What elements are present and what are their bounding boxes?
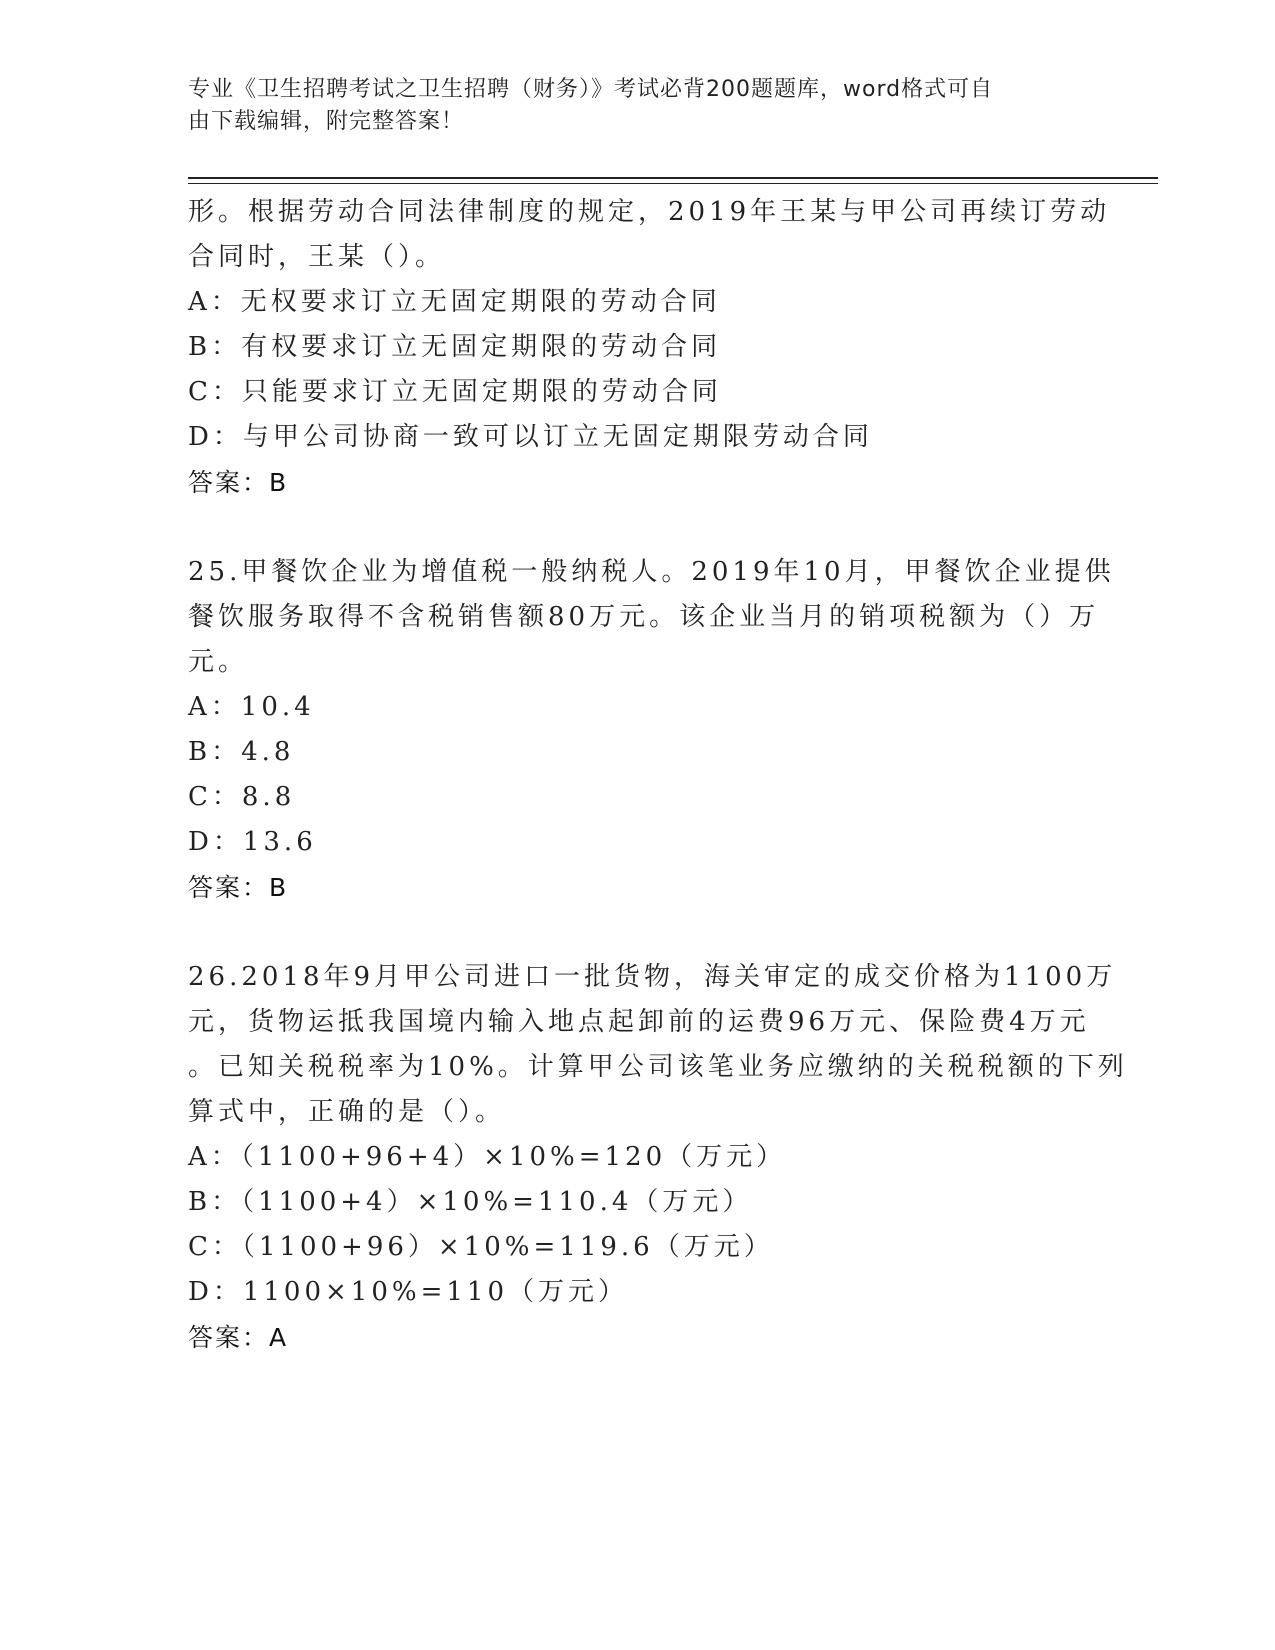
question-stem-line: 元，货物运抵我国境内输入地点起卸前的运费96万元、保险费4万元 — [188, 1007, 1090, 1037]
option-d: D：13.6 — [188, 827, 317, 857]
option-a: A：10.4 — [188, 692, 315, 722]
question-24 — [188, 190, 1111, 505]
question-stem-line: 合同时，王某（）。 — [188, 242, 446, 272]
question-list — [188, 190, 1128, 1360]
header-divider-thick — [188, 177, 1158, 179]
question-stem-line: 餐饮服务取得不含税销售额80万元。该企业当月的销项税额为（）万 — [188, 602, 1100, 632]
answer-line: 答案：B — [188, 873, 289, 902]
answer-line: 答案：B — [188, 468, 289, 497]
question-stem-line: 26.2018年9月甲公司进口一批货物，海关审定的成交价格为1100万 — [188, 962, 1117, 992]
header-line-2: 由下载编辑，附完整答案！ — [188, 109, 465, 134]
option-b: B：有权要求订立无固定期限的劳动合同 — [188, 332, 722, 362]
question-stem-line: 25.甲餐饮企业为增值税一般纳税人。2019年10月，甲餐饮企业提供 — [188, 557, 1115, 587]
page-header — [188, 74, 1068, 138]
question-26 — [188, 955, 1128, 1360]
option-b: B：（1100+4）×10%=110.4（万元） — [188, 1187, 753, 1217]
question-25 — [188, 550, 1115, 910]
question-stem-line: 形。根据劳动合同法律制度的规定，2019年王某与甲公司再续订劳动 — [188, 197, 1111, 227]
header-divider-thin — [188, 183, 1158, 184]
question-stem-line: 。已知关税税率为10%。计算甲公司该笔业务应缴纳的关税税额的下列 — [188, 1052, 1128, 1082]
question-gap — [188, 910, 1088, 955]
option-d: D：与甲公司协商一致可以订立无固定期限劳动合同 — [188, 422, 873, 452]
option-c: C：只能要求订立无固定期限的劳动合同 — [188, 377, 722, 407]
option-a: A：（1100+96+4）×10%=120（万元） — [188, 1142, 787, 1172]
answer-line: 答案：A — [188, 1323, 289, 1352]
question-stem-line: 元。 — [188, 647, 249, 677]
option-a: A：无权要求订立无固定期限的劳动合同 — [188, 287, 721, 317]
header-line-1: 专业《卫生招聘考试之卫生招聘（财务）》考试必背200题题库，word格式可自 — [188, 77, 994, 102]
question-gap — [188, 505, 1088, 550]
option-b: B：4.8 — [188, 737, 295, 767]
question-stem-line: 算式中，正确的是（）。 — [188, 1097, 506, 1127]
option-c: C：8.8 — [188, 782, 296, 812]
option-d: D：1100×10%=110（万元） — [188, 1277, 628, 1307]
option-c: C：（1100+96）×10%=119.6（万元） — [188, 1232, 774, 1262]
